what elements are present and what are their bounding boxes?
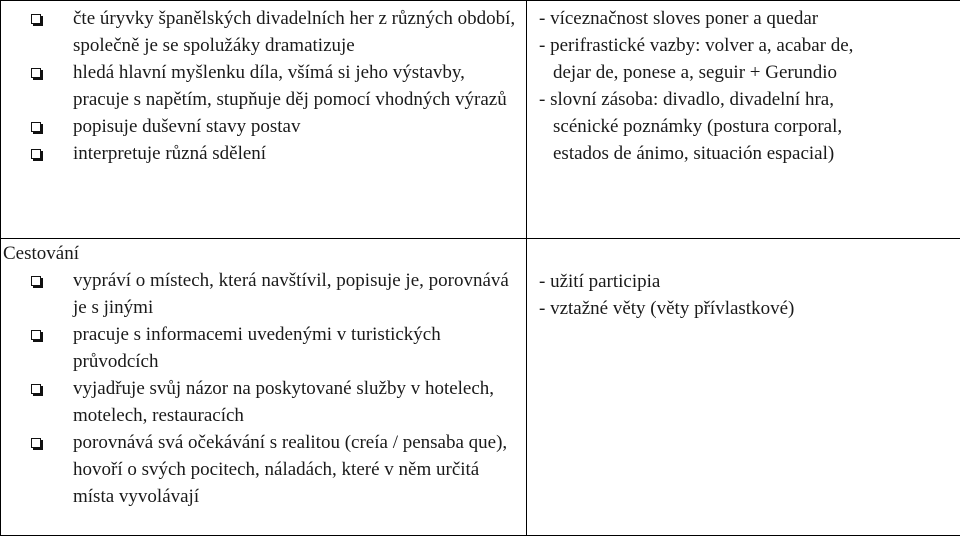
list-item xyxy=(27,59,520,113)
list-item xyxy=(27,267,520,321)
list-item-text: čte úryvky španělských divadelních her z různých období, společně je se spolužáky dramatizuje xyxy=(73,8,516,56)
list-item-text: vyjadřuje svůj názor na poskytované služby v hotelech, motelech, restauracích xyxy=(73,378,495,426)
table-row xyxy=(1,1,960,239)
checkbox-bullet-icon xyxy=(31,384,41,394)
checkbox-bullet-icon xyxy=(31,438,41,448)
row1-left-cell xyxy=(1,1,527,239)
list-item xyxy=(27,321,520,375)
list-item-text: vypráví o místech, která navštívil, popisuje je, porovnává je s jinými xyxy=(73,270,509,318)
grammar-line: - perifrastické vazby: volver a, acabar de, xyxy=(539,35,854,56)
list-item-text: hledá hlavní myšlenku díla, všímá si jeho výstavby, pracuje s napětím, stupňuje děj pomocí vhodných výrazů xyxy=(73,62,507,110)
grammar-line: - užití participia xyxy=(539,271,661,292)
table-row xyxy=(1,239,960,536)
section-title: Cestování xyxy=(3,243,79,264)
list-item-text: interpretuje různá sdělení xyxy=(73,143,267,164)
checkbox-bullet-icon xyxy=(31,14,41,24)
list-item-text: popisuje duševní stavy postav xyxy=(73,116,301,137)
checkbox-bullet-icon xyxy=(31,122,41,132)
checkbox-bullet-icon xyxy=(31,149,41,159)
list-item xyxy=(27,375,520,429)
grammar-line: - vztažné věty (věty přívlastkové) xyxy=(539,298,795,319)
row2-left-cell xyxy=(1,239,527,536)
list-item xyxy=(27,429,520,510)
row1-bullet-list xyxy=(27,5,520,167)
grammar-line: - víceznačnost sloves poner a quedar xyxy=(539,8,819,29)
row2-right-cell xyxy=(527,239,960,536)
row2-bullet-list xyxy=(27,267,520,510)
grammar-line: - slovní zásoba: divadlo, divadelní hra, xyxy=(539,89,834,110)
list-item-text: pracuje s informacemi uvedenými v turistických průvodcích xyxy=(73,324,441,372)
list-item xyxy=(27,140,520,167)
checkbox-bullet-icon xyxy=(31,330,41,340)
grammar-line: dejar de, ponese a, seguir + Gerundio xyxy=(553,62,838,83)
list-item xyxy=(27,113,520,140)
checkbox-bullet-icon xyxy=(31,276,41,286)
checkbox-bullet-icon xyxy=(31,68,41,78)
list-item-text: porovnává svá očekávání s realitou (creía / pensaba que), hovoří o svých pocitech, náladách, které v něm určitá místa vyvolávají xyxy=(73,432,508,507)
list-item xyxy=(27,5,520,59)
grammar-line: scénické poznámky (postura corporal, xyxy=(553,116,843,137)
grammar-line: estados de ánimo, situación espacial) xyxy=(553,143,835,164)
row1-right-cell xyxy=(527,1,960,239)
